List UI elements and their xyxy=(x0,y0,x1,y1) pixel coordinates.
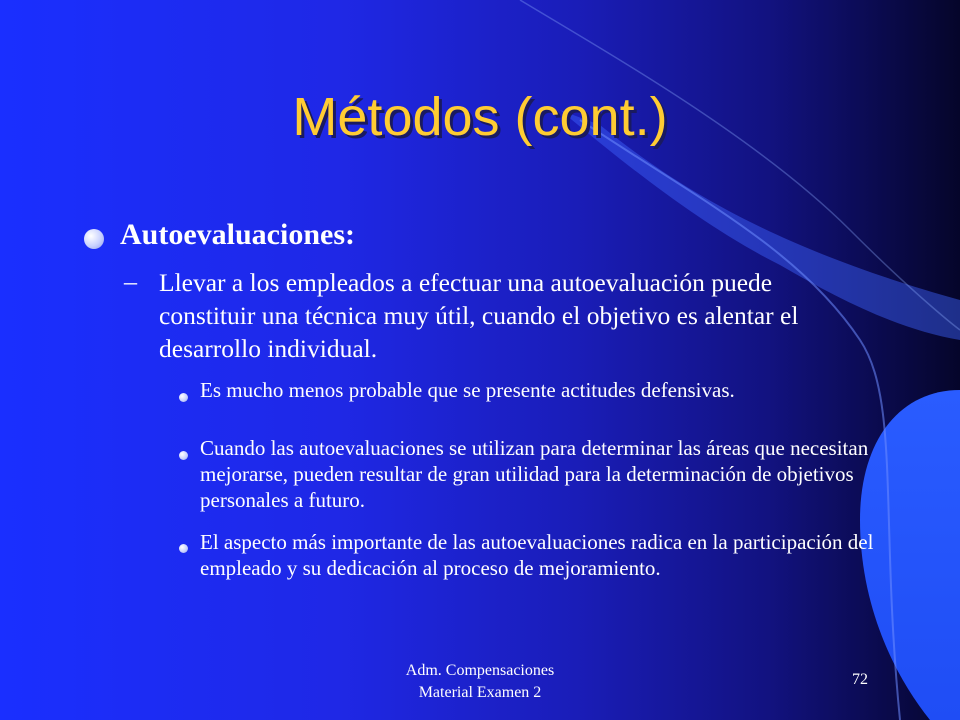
sub-sub-bullet-text: Es mucho menos probable que se presente actitudes defensivas. xyxy=(200,378,735,402)
bullet-icon xyxy=(84,229,104,249)
bullet-heading: Autoevaluaciones: xyxy=(120,218,355,251)
sub-bullet-text: Llevar a los empleados a efectuar una autoevaluación puede constituir una técnica muy útil, cuando el objetivo es alentar el desarrollo individual. xyxy=(159,268,799,363)
small-bullet-icon xyxy=(179,544,188,553)
small-bullet-icon xyxy=(179,393,188,402)
small-bullet-icon xyxy=(179,451,188,460)
sub-sub-bullet-text: El aspecto más importante de las autoevaluaciones radica en la participación del empleado y su dedicación al proceso de mejoramiento. xyxy=(200,530,874,580)
dash-bullet: – xyxy=(124,267,137,296)
sub-sub-bullet-text: Cuando las autoevaluaciones se utilizan para determinar las áreas que necesitan mejorarse, pueden resultar de gran utilidad para la determinación de objetivos personales a futuro. xyxy=(200,436,869,512)
footer-text: Adm. Compensaciones Material Examen 2 xyxy=(405,662,555,701)
page-number: 72 xyxy=(852,671,868,688)
slide-title: Métodos (cont.) xyxy=(292,87,668,147)
